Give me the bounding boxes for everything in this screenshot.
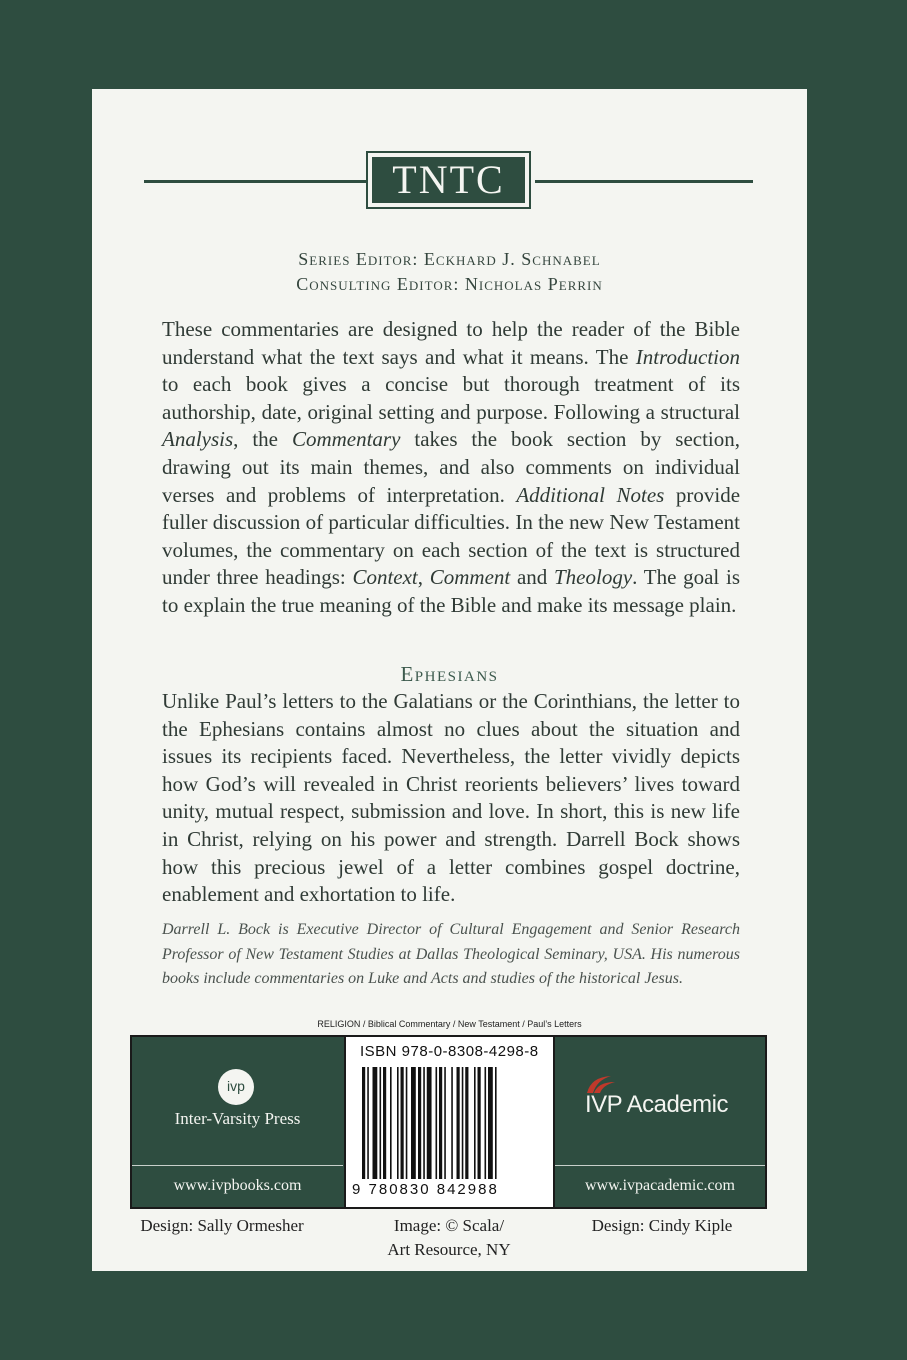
author-bio: Darrell L. Bock is Executive Director of Cultural Engagement and Senior Research Professor of New Testament Studies at Dallas Theological Seminary, USA. His numerous books include commentaries on Luke and Acts and studies of the historical Jesus. (162, 921, 740, 987)
ivp-academic-name: IVP Academic (585, 1091, 728, 1118)
intro-text: , the (233, 427, 292, 452)
ean-digits: 9 780830 842988 (352, 1181, 499, 1198)
series-logo-text: TNTC (372, 157, 525, 203)
header-rule-left (144, 180, 366, 183)
intro-emphasis: Comment (429, 565, 511, 590)
intro-emphasis: Theology (554, 565, 633, 590)
ivp-logo-icon: ivp (218, 1069, 254, 1105)
divider (132, 1165, 343, 1166)
barcode-icon (362, 1067, 540, 1179)
intro-emphasis: Analysis (162, 427, 234, 452)
intro-text: , (417, 565, 430, 590)
ivp-academic-url: www.ivpacademic.com (584, 1177, 735, 1194)
book-title: Ephesians (400, 662, 499, 686)
category-line: RELIGION / Biblical Commentary / New Testament / Paul’s Letters (317, 1019, 582, 1029)
ivp-panel (132, 1037, 343, 1207)
design-credit-left: Design: Sally Ormesher (140, 1216, 304, 1235)
intro-text: provide fuller discussion of particular difficulties. In the new New Testament volumes, the commentary on each section of the text is structured under three headings: (162, 482, 741, 590)
intro-text: to each book gives a concise but thorough treatment of its authorship, date, original setting and purpose. Following a structural (162, 372, 740, 424)
intro-text: These commentaries are designed to help the reader of the Bible understand what the text says and what it means. The (162, 317, 740, 369)
ivp-name: Inter-Varsity Press (174, 1109, 301, 1128)
back-cover-panel (92, 89, 807, 1271)
image-credit-line: Art Resource, NY (387, 1240, 511, 1259)
series-description (162, 316, 740, 620)
divider (555, 1165, 765, 1166)
image-credit (354, 1214, 544, 1262)
intro-text: and (510, 565, 554, 590)
consulting-editor: Consulting Editor: Nicholas Perrin (296, 274, 603, 294)
series-logo (366, 151, 531, 209)
ivp-url: www.ivpbooks.com (173, 1177, 302, 1194)
series-editor: Series Editor: Eckhard J. Schnabel (298, 249, 601, 269)
header-rule-right (535, 180, 753, 183)
intro-emphasis: Commentary (291, 427, 401, 452)
ivp-academic-panel (555, 1037, 765, 1207)
book-description: Unlike Paul’s letters to the Galatians or the Corinthians, the letter to the Ephesians contains almost no clues about the situation and issues its recipients faced. Nevertheless, the letter vividly depicts how God’s will revealed in Christ reorients believers’ lives toward unity, mutual respect, submission and love. In short, this is new life in Christ, relying on his power and strength. Darrell Bock shows how this precious jewel of a letter combines gospel doctrine, enablement and exhortation to life. (162, 689, 740, 907)
barcode-area (344, 1037, 555, 1207)
image-credit-line: Image: © Scala/ (393, 1216, 505, 1235)
intro-text: . The goal is to explain the true meaning of the Bible and make its message plain. (162, 565, 740, 617)
isbn-label: ISBN 978-0-8308-4298-8 (360, 1043, 539, 1060)
design-credit-right: Design: Cindy Kiple (591, 1216, 733, 1235)
intro-emphasis: Introduction (635, 344, 740, 369)
intro-emphasis: Additional Notes (516, 482, 665, 507)
editors-block (92, 247, 807, 297)
intro-text: takes the book section by section, drawing out its main themes, and also comments on individual verses and problems of interpretation. (162, 427, 740, 507)
publisher-band (130, 1035, 767, 1209)
intro-emphasis: Context (352, 565, 418, 590)
